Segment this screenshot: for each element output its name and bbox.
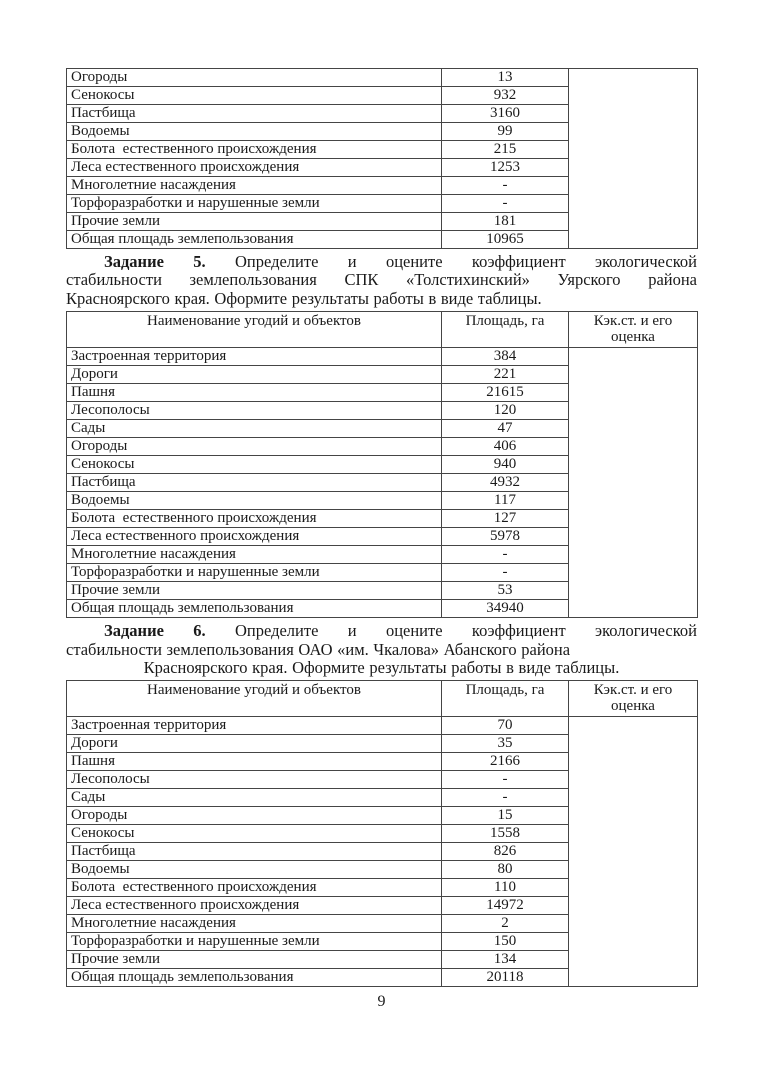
land-name-cell: Леса естественного происхождения [67, 897, 442, 915]
task6-line-1 [66, 622, 697, 640]
land-name-cell: Водоемы [67, 492, 442, 510]
land-name-cell: Прочие земли [67, 951, 442, 969]
area-value-cell: 127 [442, 510, 569, 528]
land-name-cell: Водоемы [67, 123, 442, 141]
task6-label: Задание 6. [104, 621, 206, 641]
area-value-cell: 120 [442, 402, 569, 420]
area-value-cell: 110 [442, 879, 569, 897]
land-name-cell: Пастбища [67, 105, 442, 123]
land-name-cell: Прочие земли [67, 213, 442, 231]
assessment-empty-cell [569, 348, 698, 618]
area-value-cell: 117 [442, 492, 569, 510]
area-value-cell: 35 [442, 735, 569, 753]
area-value-cell: 4932 [442, 474, 569, 492]
task5-line-3: Красноярского края. Оформите результаты работы в виде таблицы. [66, 288, 542, 308]
header-land-name: Наименование угодий и объектов [67, 681, 442, 717]
task6-line-2: стабильности землепользования ОАО «им. Чкалова» Абанского района [66, 639, 571, 659]
land-name-cell: Леса естественного происхождения [67, 159, 442, 177]
area-value-cell: - [442, 789, 569, 807]
land-name-cell: Многолетние насаждения [67, 915, 442, 933]
header-assessment: Кэк.ст. и его оценка [569, 312, 698, 348]
land-name-cell: Огороды [67, 69, 442, 87]
area-value-cell: 5978 [442, 528, 569, 546]
area-value-cell: 53 [442, 582, 569, 600]
assessment-empty-cell [569, 69, 698, 249]
land-name-cell: Пастбища [67, 843, 442, 861]
land-name-cell: Многолетние насаждения [67, 177, 442, 195]
task5-line-1 [66, 253, 697, 271]
land-name-cell: Водоемы [67, 861, 442, 879]
area-value-cell: 3160 [442, 105, 569, 123]
area-value-cell: 47 [442, 420, 569, 438]
land-name-cell: Сады [67, 789, 442, 807]
land-name-cell: Общая площадь землепользования [67, 231, 442, 249]
header-area-ha: Площадь, га [442, 681, 569, 717]
task5-line-2: стабильности землепользования СПК «Толстихинский» Уярского района [66, 270, 697, 290]
land-name-cell: Болота естественного происхождения [67, 141, 442, 159]
header-assessment: Кэк.ст. и его оценка [569, 681, 698, 717]
land-name-cell: Лесополосы [67, 771, 442, 789]
area-value-cell: 221 [442, 366, 569, 384]
task5-paragraph [66, 253, 697, 308]
task6-line-3: Красноярского края. Оформите результаты работы в виде таблицы. [143, 658, 620, 678]
area-value-cell: 13 [442, 69, 569, 87]
area-value-cell: 2166 [442, 753, 569, 771]
task5-label: Задание 5. [104, 252, 206, 271]
land-name-cell: Пашня [67, 753, 442, 771]
land-name-cell: Прочие земли [67, 582, 442, 600]
continuation-land-table [66, 68, 698, 249]
area-value-cell: 1253 [442, 159, 569, 177]
area-value-cell: 2 [442, 915, 569, 933]
land-name-cell: Дороги [67, 735, 442, 753]
area-value-cell: 384 [442, 348, 569, 366]
area-value-cell: - [442, 195, 569, 213]
task6-paragraph [66, 622, 697, 677]
task5-table-header-row [67, 312, 698, 348]
area-value-cell: 99 [442, 123, 569, 141]
area-value-cell: 181 [442, 213, 569, 231]
land-name-cell: Торфоразработки и нарушенные земли [67, 564, 442, 582]
land-name-cell: Общая площадь землепользования [67, 969, 442, 987]
land-name-cell: Застроенная территория [67, 348, 442, 366]
area-value-cell: - [442, 564, 569, 582]
task6-land-table [66, 680, 698, 987]
land-name-cell: Сады [67, 420, 442, 438]
area-value-cell: 15 [442, 807, 569, 825]
table-row [67, 717, 698, 735]
area-value-cell: 940 [442, 456, 569, 474]
land-name-cell: Болота естественного происхождения [67, 879, 442, 897]
land-name-cell: Пашня [67, 384, 442, 402]
task5-land-table [66, 311, 698, 618]
table-row [67, 348, 698, 366]
page-number: 9 [377, 993, 386, 1010]
land-name-cell: Сенокосы [67, 825, 442, 843]
header-land-name: Наименование угодий и объектов [67, 312, 442, 348]
area-value-cell: 80 [442, 861, 569, 879]
task6-line1-text: Определите и оцените коэффициент экологической [234, 621, 697, 641]
area-value-cell: 134 [442, 951, 569, 969]
area-value-cell: 1558 [442, 825, 569, 843]
land-name-cell: Огороды [67, 438, 442, 456]
land-name-cell: Общая площадь землепользования [67, 600, 442, 618]
land-name-cell: Торфоразработки и нарушенные земли [67, 933, 442, 951]
land-name-cell: Сенокосы [67, 456, 442, 474]
land-name-cell: Леса естественного происхождения [67, 528, 442, 546]
table-row [67, 69, 698, 87]
area-value-cell: 215 [442, 141, 569, 159]
area-value-cell: - [442, 771, 569, 789]
land-name-cell: Сенокосы [67, 87, 442, 105]
area-value-cell: 150 [442, 933, 569, 951]
land-name-cell: Болота естественного происхождения [67, 510, 442, 528]
land-name-cell: Огороды [67, 807, 442, 825]
area-value-cell: 34940 [442, 600, 569, 618]
land-name-cell: Многолетние насаждения [67, 546, 442, 564]
land-name-cell: Лесополосы [67, 402, 442, 420]
area-value-cell: 70 [442, 717, 569, 735]
task6-table-header-row [67, 681, 698, 717]
land-name-cell: Торфоразработки и нарушенные земли [67, 195, 442, 213]
area-value-cell: - [442, 177, 569, 195]
header-area-ha: Площадь, га [442, 312, 569, 348]
assessment-empty-cell [569, 717, 698, 987]
area-value-cell: 21615 [442, 384, 569, 402]
area-value-cell: 10965 [442, 231, 569, 249]
area-value-cell: - [442, 546, 569, 564]
land-name-cell: Дороги [67, 366, 442, 384]
task5-line1-text: Определите и оцените коэффициент экологической [234, 252, 697, 271]
land-name-cell: Пастбища [67, 474, 442, 492]
area-value-cell: 20118 [442, 969, 569, 987]
land-name-cell: Застроенная территория [67, 717, 442, 735]
area-value-cell: 826 [442, 843, 569, 861]
area-value-cell: 932 [442, 87, 569, 105]
area-value-cell: 14972 [442, 897, 569, 915]
area-value-cell: 406 [442, 438, 569, 456]
